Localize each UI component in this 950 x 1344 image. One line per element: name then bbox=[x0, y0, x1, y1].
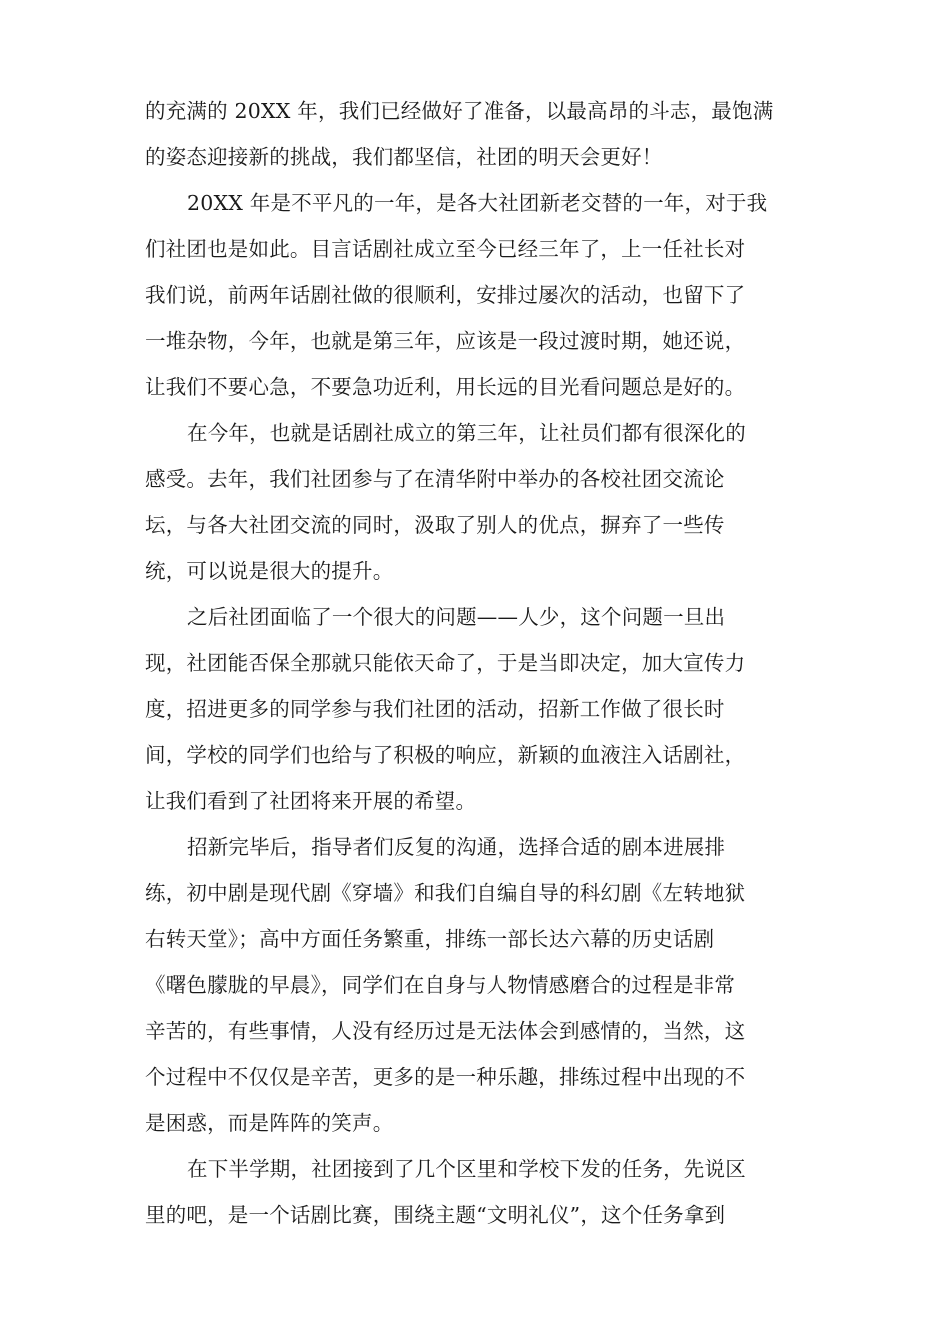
text-line: 感受。去年，我们社团参与了在清华附中举办的各校社团交流论 bbox=[145, 467, 725, 491]
text-line: 在下半学期，社团接到了几个区里和学校下发的任务，先说区 bbox=[187, 1157, 746, 1181]
text-line: 在今年，也就是话剧社成立的第三年，让社员们都有很深化的 bbox=[187, 421, 746, 445]
paragraph bbox=[145, 824, 807, 1146]
text-line: 辛苦的，有些事情，人没有经历过是无法体会到感情的，当然，这 bbox=[145, 1019, 746, 1043]
paragraph bbox=[145, 180, 807, 410]
text-line: 坛，与各大社团交流的同时，汲取了别人的优点，摒弃了一些传 bbox=[145, 513, 725, 537]
text-line: 现，社团能否保全那就只能依天命了，于是当即决定，加大宣传力 bbox=[145, 651, 746, 675]
text-line: 《曙色朦胧的早晨》，同学们在自身与人物情感磨合的过程是非常 bbox=[145, 973, 736, 997]
text-line: 个过程中不仅仅是辛苦，更多的是一种乐趣，排练过程中出现的不 bbox=[145, 1065, 746, 1089]
text-line: 是困惑，而是阵阵的笑声。 bbox=[145, 1111, 394, 1135]
text-line: 我们说，前两年话剧社做的很顺利，安排过屡次的活动，也留下了 bbox=[145, 283, 746, 307]
text-line: 练，初中剧是现代剧《穿墙》和我们自编自导的科幻剧《左转地狱 bbox=[145, 881, 746, 905]
text-line: 度，招进更多的同学参与我们社团的活动，招新工作做了很长时 bbox=[145, 697, 725, 721]
text-line: 一堆杂物，今年，也就是第三年，应该是一段过渡时期，她还说， bbox=[145, 329, 746, 353]
text-line: 20XX 年是不平凡的一年，是各大社团新老交替的一年，对于我 bbox=[187, 191, 768, 215]
text-line: 里的吧，是一个话剧比赛，围绕主题“文明礼仪”，这个任务拿到 bbox=[145, 1203, 726, 1227]
text-line: 间，学校的同学们也给与了积极的响应，新颖的血液注入话剧社， bbox=[145, 743, 746, 767]
text-line: 让我们看到了社团将来开展的希望。 bbox=[145, 789, 477, 813]
text-line: 的姿态迎接新的挑战，我们都坚信，社团的明天会更好！ bbox=[145, 145, 663, 169]
paragraph bbox=[145, 410, 807, 594]
text-line: 们社团也是如此。目言话剧社成立至今已经三年了，上一任社长对 bbox=[145, 237, 746, 261]
paragraph bbox=[145, 88, 807, 180]
text-line: 招新完毕后，指导者们反复的沟通，选择合适的剧本进展排 bbox=[187, 835, 726, 859]
paragraph bbox=[145, 1146, 807, 1238]
text-line: 右转天堂》；高中方面任务繁重，排练一部长达六幕的历史话剧 bbox=[145, 927, 715, 951]
text-line: 让我们不要心急，不要急功近利，用长远的目光看问题总是好的。 bbox=[145, 375, 746, 399]
text-line: 之后社团面临了一个很大的问题——人少，这个问题一旦出 bbox=[187, 605, 726, 629]
body-text bbox=[145, 88, 807, 1238]
text-line: 统，可以说是很大的提升。 bbox=[145, 559, 394, 583]
paragraph bbox=[145, 594, 807, 824]
text-line: 的充满的 20XX 年，我们已经做好了准备，以最高昂的斗志，最饱满 bbox=[145, 99, 774, 123]
